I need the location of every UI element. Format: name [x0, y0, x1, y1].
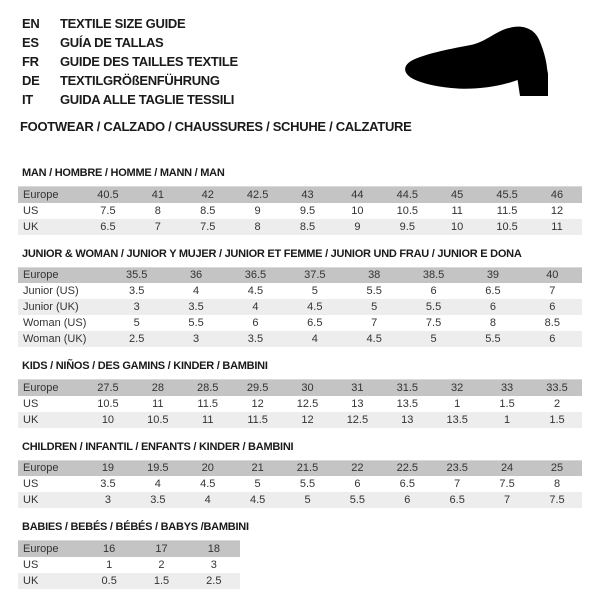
size-cell: 8 [553, 478, 561, 490]
row-label: Europe [23, 462, 59, 475]
size-cell: 23.5 [446, 462, 468, 475]
language-row [22, 52, 238, 71]
size-cell: 4 [311, 333, 318, 345]
size-cell: 6.5 [449, 494, 465, 506]
size-cell: 5.5 [188, 317, 204, 329]
row-label: Junior (US) [23, 285, 79, 297]
size-cell: 9.5 [299, 204, 316, 217]
size-cell: 6 [354, 478, 361, 490]
size-cell: 1.5 [499, 397, 515, 410]
size-cell: 7.5 [200, 220, 216, 233]
size-cell: 11 [451, 204, 463, 217]
size-cell: 1.5 [549, 413, 565, 426]
size-cell: 12.5 [296, 397, 319, 410]
size-cell: 3.5 [129, 285, 145, 297]
size-cell: 7.5 [499, 478, 515, 490]
size-cell: 4.5 [366, 333, 382, 345]
table-row [18, 380, 582, 396]
row-label: US [23, 397, 39, 410]
size-cell: 44 [351, 188, 364, 201]
row-label: Europe [23, 542, 59, 555]
size-cell: 5 [133, 317, 140, 329]
size-cell: 42 [201, 188, 214, 201]
size-cell: 38 [368, 269, 381, 282]
size-cell: 5.5 [349, 494, 366, 506]
size-table-title: JUNIOR & WOMAN / JUNIOR Y MUJER / JUNIOR ET FEMME / JUNIOR UND FRAU / JUNIOR E DONA [22, 247, 522, 260]
language-title: TEXTILGRÖßENFÜHRUNG [60, 73, 220, 88]
size-cell: 41 [151, 188, 164, 201]
size-cell: 4.5 [247, 285, 264, 297]
size-cell: 6 [549, 333, 556, 345]
size-cell: 13.5 [396, 397, 418, 410]
size-cell: 8.5 [200, 204, 216, 217]
size-cell: 32 [451, 381, 464, 394]
row-label: Europe [23, 381, 59, 394]
size-cell: 5.5 [425, 301, 442, 313]
size-cell: 21 [251, 462, 264, 475]
size-cell: 3.5 [247, 333, 264, 345]
size-cell: 3 [210, 558, 217, 571]
language-row [22, 90, 238, 109]
size-table-section [18, 248, 582, 348]
row-label: UK [23, 494, 39, 506]
size-cell: 11.5 [247, 413, 268, 426]
size-cell: 6.5 [307, 317, 323, 329]
size-table [18, 460, 582, 509]
size-cell: 6 [549, 301, 556, 313]
table-row [18, 203, 582, 219]
size-cell: 19 [101, 462, 115, 475]
size-cell: 40.5 [97, 188, 119, 201]
language-code: EN [22, 16, 40, 31]
language-list [18, 14, 238, 109]
size-cell: 13.5 [446, 413, 468, 426]
size-cell: 12 [251, 397, 264, 410]
size-table [18, 186, 582, 235]
size-cell: 5 [304, 494, 311, 506]
row-label: Woman (US) [23, 317, 87, 329]
size-cell: 36 [189, 269, 203, 282]
size-cell: 2.5 [206, 574, 222, 587]
row-label: Junior (UK) [23, 301, 79, 313]
table-row [18, 412, 582, 428]
size-cell: 4 [252, 301, 259, 313]
table-row [18, 541, 240, 557]
language-row [22, 14, 238, 33]
size-cell: 31 [351, 381, 364, 394]
row-label: Europe [23, 269, 59, 282]
size-cell: 5 [311, 285, 318, 297]
size-cell: 29.5 [246, 381, 269, 394]
size-cell: 18 [207, 542, 220, 555]
size-cell: 3.5 [188, 301, 204, 313]
size-cell: 4.5 [200, 478, 216, 490]
size-table-title: CHILDREN / INFANTIL / ENFANTS / KINDER / BAMBINI [22, 440, 294, 453]
table-row [18, 557, 240, 573]
size-cell: 30 [301, 381, 314, 394]
size-cell: 11.5 [496, 204, 518, 217]
size-cell: 11 [551, 220, 563, 233]
size-cell: 7 [154, 220, 161, 233]
language-code: DE [22, 73, 40, 88]
size-cell: 6 [252, 317, 259, 329]
size-cell: 33.5 [546, 381, 568, 394]
language-code: IT [22, 92, 33, 107]
row-label: US [23, 204, 39, 217]
size-cell: 44.5 [396, 188, 418, 201]
size-cell: 42.5 [246, 188, 269, 201]
row-label: US [23, 558, 39, 571]
size-cell: 37.5 [304, 269, 326, 282]
size-cell: 16 [103, 542, 116, 555]
size-cell: 6.5 [485, 285, 501, 297]
category-line: FOOTWEAR / CALZADO / CHAUSSURES / SCHUHE / CALZATURE [20, 119, 412, 134]
size-cell: 45.5 [496, 188, 518, 201]
table-row [18, 267, 582, 283]
size-cell: 10.5 [496, 220, 518, 233]
size-cell: 6 [489, 301, 496, 313]
size-cell: 8.5 [544, 317, 560, 329]
size-cell: 11 [152, 397, 164, 410]
size-cell: 4 [154, 478, 161, 490]
size-cell: 7 [454, 478, 461, 490]
size-table [18, 540, 240, 589]
language-row [22, 33, 238, 52]
size-cell: 13 [401, 413, 414, 426]
size-cell: 4.5 [249, 494, 266, 506]
size-cell: 36.5 [244, 269, 267, 282]
table-row [18, 460, 582, 476]
size-cell: 6 [404, 494, 411, 506]
size-table [18, 379, 582, 428]
size-cell: 24 [500, 462, 514, 475]
size-cell: 45 [451, 188, 464, 201]
size-cell: 3 [133, 301, 140, 313]
size-cell: 22.5 [396, 462, 418, 475]
language-title: TEXTILE SIZE GUIDE [60, 16, 186, 31]
size-cell: 2.5 [129, 333, 145, 345]
table-row [18, 476, 582, 492]
size-cell: 4 [204, 494, 211, 506]
table-row [18, 299, 582, 315]
size-table-title: KIDS / NIÑOS / DES GAMINS / KINDER / BAMBINI [22, 360, 268, 372]
size-cell: 9 [354, 220, 361, 233]
row-label: UK [23, 220, 39, 233]
row-label: Europe [23, 188, 59, 201]
row-label: UK [23, 413, 39, 426]
row-label: US [23, 478, 39, 490]
size-cell: 10.5 [396, 204, 418, 217]
size-cell: 28.5 [197, 381, 219, 394]
size-cell: 10 [351, 204, 364, 217]
size-cell: 6.5 [100, 220, 116, 233]
size-cell: 4 [193, 285, 200, 297]
size-cell: 7 [504, 494, 511, 506]
size-cell: 9.5 [399, 220, 415, 233]
size-cell: 5 [430, 333, 437, 345]
header [18, 14, 582, 109]
size-cell: 2 [158, 558, 165, 571]
language-title: GUIDE DES TAILLES TEXTILE [60, 54, 238, 69]
size-cell: 40 [546, 269, 559, 282]
size-cell: 10.5 [97, 397, 119, 410]
table-row [18, 573, 240, 589]
size-cell: 5.5 [366, 285, 382, 297]
size-cell: 38.5 [422, 269, 445, 282]
language-row [22, 71, 238, 90]
table-row [18, 396, 582, 412]
table-row [18, 283, 582, 299]
size-cell: 21.5 [296, 462, 319, 475]
size-cell: 6 [430, 285, 437, 297]
language-title: GUIDA ALLE TAGLIE TESSILI [60, 92, 235, 107]
size-cell: 1 [504, 413, 511, 426]
size-cell: 8.5 [299, 220, 316, 233]
size-cell: 9 [254, 204, 261, 217]
size-cell: 3 [193, 333, 200, 345]
size-cell: 33 [500, 381, 514, 394]
shoe-icon [398, 24, 578, 109]
size-table-section [18, 360, 582, 428]
size-cell: 10 [101, 413, 115, 426]
size-table [18, 267, 582, 348]
language-code: FR [22, 54, 39, 69]
size-cell: 17 [155, 542, 168, 555]
size-cell: 22 [351, 462, 364, 475]
size-table-section [18, 167, 582, 235]
size-cell: 35.5 [125, 269, 148, 282]
size-cell: 31.5 [396, 381, 418, 394]
size-cell: 8 [489, 317, 496, 329]
size-cell: 3.5 [150, 494, 166, 506]
table-row [18, 187, 582, 203]
size-cell: 43 [301, 188, 314, 201]
size-cell: 27.5 [97, 381, 119, 394]
size-cell: 8 [254, 220, 261, 233]
size-cell: 4.5 [307, 301, 323, 313]
table-row [18, 492, 582, 508]
size-cell: 11.5 [197, 397, 219, 410]
size-cell: 7.5 [425, 317, 442, 329]
size-cell: 1.5 [153, 574, 170, 587]
row-label: UK [23, 574, 39, 587]
size-cell: 1 [454, 397, 461, 410]
size-cell: 5 [371, 301, 378, 313]
size-table-section [18, 441, 582, 509]
size-cell: 13 [351, 397, 364, 410]
size-cell: 1 [106, 558, 113, 571]
size-cell: 7 [549, 285, 556, 297]
size-cell: 28 [151, 381, 164, 394]
language-title: GUÍA DE TALLAS [60, 35, 164, 50]
table-row [18, 219, 582, 235]
size-cell: 2 [553, 397, 561, 410]
size-cell: 5 [254, 478, 261, 490]
size-cell: 7.5 [549, 494, 565, 506]
table-row [18, 315, 582, 331]
size-cell: 10 [451, 220, 464, 233]
size-cell: 7.5 [100, 204, 116, 217]
size-table-title: MAN / HOMBRE / HOMME / MANN / MAN [22, 167, 225, 179]
size-cell: 46 [550, 188, 564, 201]
size-cell: 10.5 [147, 413, 169, 426]
size-table-title: BABIES / BEBÉS / BÉBÉS / BABYS /BAMBINI [22, 521, 249, 533]
size-cell: 7 [371, 317, 378, 329]
table-row [18, 331, 582, 347]
size-cell: 0.5 [101, 574, 117, 587]
size-cell: 3 [104, 494, 111, 506]
size-cell: 5.5 [485, 333, 501, 345]
size-cell: 6.5 [399, 478, 415, 490]
size-table-section [18, 521, 582, 589]
size-cell: 39 [486, 269, 500, 282]
size-tables [18, 167, 582, 589]
size-cell: 11 [202, 413, 214, 426]
size-cell: 8 [154, 204, 161, 217]
size-cell: 20 [201, 462, 214, 475]
size-cell: 25 [550, 462, 564, 475]
row-label: Woman (UK) [23, 333, 87, 345]
size-cell: 3.5 [100, 478, 116, 490]
size-cell: 12.5 [346, 413, 369, 426]
size-cell: 5.5 [299, 478, 316, 490]
size-cell: 19.5 [147, 462, 169, 475]
size-cell: 12 [550, 204, 564, 217]
language-code: ES [22, 35, 39, 50]
size-cell: 12 [301, 413, 314, 426]
